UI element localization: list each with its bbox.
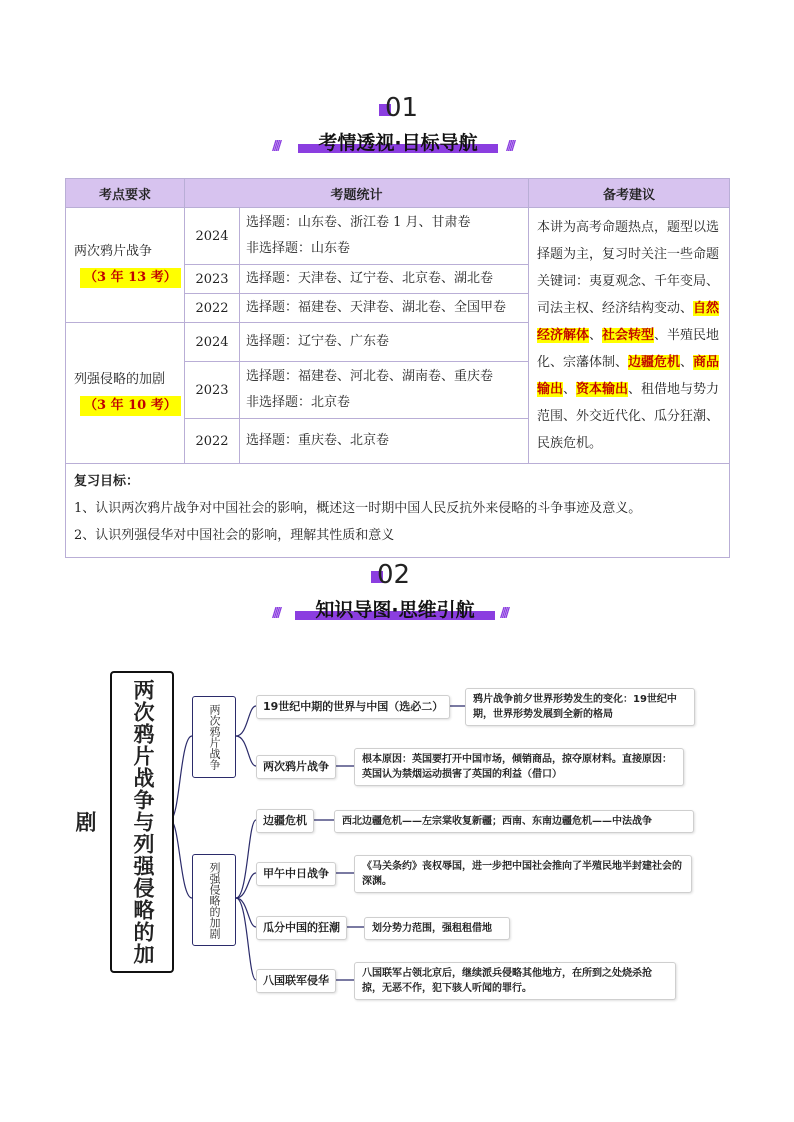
year-cell: 2024: [185, 208, 240, 265]
mindmap-detail: 西北边疆危机——左宗棠收复新疆；西南、东南边疆危机——中法战争: [334, 810, 694, 833]
header-requirement: 考点要求: [66, 179, 185, 208]
advice-text: 、租借地与势力范围、外交近代化、瓜分狂潮、民族危机。: [537, 382, 720, 451]
question-line: 选择题：福建卷、河北卷、湖南卷、重庆卷: [246, 369, 494, 384]
slash-decoration-right: ////: [506, 139, 513, 154]
advice-highlight: 资本输出: [576, 382, 629, 397]
mindmap-node: 八国联军侵华: [256, 969, 336, 993]
mindmap-detail: 划分势力范围，强租租借地: [364, 917, 510, 940]
mindmap-node: 两次鸦片战争: [256, 755, 336, 779]
goal-item: 2、认识列强侵华对中国社会的影响，理解其性质和意义: [74, 528, 395, 543]
advice-highlight: 自然经济解体: [537, 301, 720, 343]
questions-cell: 选择题：天津卷、辽宁卷、北京卷、湖北卷: [240, 265, 529, 294]
section-number-text: 02: [377, 560, 411, 590]
questions-cell: 选择题：福建卷、天津卷、湖北卷、全国甲卷: [240, 294, 529, 323]
advice-text: 、: [563, 382, 577, 397]
year-cell: 2023: [185, 265, 240, 294]
advice-text: 本讲为高考命题热点，题型以选择题为主，复习时关注一些命题关键词：夷夏观念、千年变局、司法主权、经济结构变动、: [537, 220, 720, 316]
question-line: 选择题：山东卷、浙江卷 1 月、甘肃卷: [246, 215, 471, 230]
year-cell: 2023: [185, 362, 240, 419]
slash-decoration-right: ////: [500, 606, 507, 621]
mindmap-node: 瓜分中国的狂潮: [256, 916, 347, 940]
mindmap-detail: 鸦片战争前夕世界形势发生的变化：19世纪中期，世界形势发展到全新的格局: [465, 688, 695, 726]
mindmap-detail: 《马关条约》丧权辱国，进一步把中国社会推向了半殖民地半封建社会的深渊。: [354, 855, 692, 893]
mindmap-branch: 列强侵略的加剧: [192, 854, 236, 946]
year-cell: 2022: [185, 294, 240, 323]
exam-count-badge: （3 年 13 考）: [80, 268, 181, 288]
mindmap-node: 19世纪中期的世界与中国（选必二）: [256, 695, 450, 719]
header-advice: 备考建议: [529, 179, 730, 208]
advice-text: 、: [680, 355, 694, 370]
slash-decoration-left: ////: [272, 139, 279, 154]
mindmap-detail: 八国联军占领北京后，继续派兵侵略其他地方，在所到之处烧杀抢掠，无恶不作，犯下骇人听闻的罪行。: [354, 962, 676, 1000]
topic-name: 列强侵略的加剧: [74, 372, 166, 387]
mindmap-branch: 两次鸦片战争: [192, 696, 236, 778]
questions-cell: 选择题：重庆卷、北京卷: [240, 419, 529, 464]
slash-decoration-left: ////: [272, 606, 279, 621]
year-cell: 2022: [185, 419, 240, 464]
question-line: 非选择题：北京卷: [246, 395, 351, 410]
question-line: 非选择题：山东卷: [246, 241, 351, 256]
mindmap-node: 甲午中日战争: [256, 862, 336, 886]
goal-item: 1、认识两次鸦片战争对中国社会的影响，概述这一时期中国人民反抗外来侵略的斗争事迹及意义。: [74, 501, 642, 516]
topic-name: 两次鸦片战争: [74, 244, 153, 259]
section-title-text: 考情透视·目标导航: [318, 132, 478, 154]
mindmap-root: 两次鸦片战争与列强侵略的加剧: [110, 671, 174, 973]
questions-cell: 选择题：辽宁卷、广东卷: [240, 323, 529, 362]
section-title-text: 知识导图·思维引航: [315, 599, 475, 621]
section-number-text: 01: [385, 93, 419, 123]
advice-text: 、: [589, 328, 603, 343]
mindmap-detail: 根本原因：英国要打开中国市场，倾销商品，掠夺原材料。直接原因：英国认为禁烟运动损害了英国的利益（借口）: [354, 748, 684, 786]
advice-highlight: 边疆危机: [628, 355, 681, 370]
advice-highlight: 商品输出: [537, 355, 720, 397]
advice-highlight: 社会转型: [602, 328, 655, 343]
year-cell: 2024: [185, 323, 240, 362]
header-statistics: 考题统计: [185, 179, 529, 208]
advice-text: 、半殖民地化、宗藩体制、: [537, 328, 720, 370]
mindmap-node: 边疆危机: [256, 809, 314, 833]
goals-label: 复习目标：: [74, 474, 140, 489]
exam-count-badge: （3 年 10 考）: [80, 396, 181, 416]
